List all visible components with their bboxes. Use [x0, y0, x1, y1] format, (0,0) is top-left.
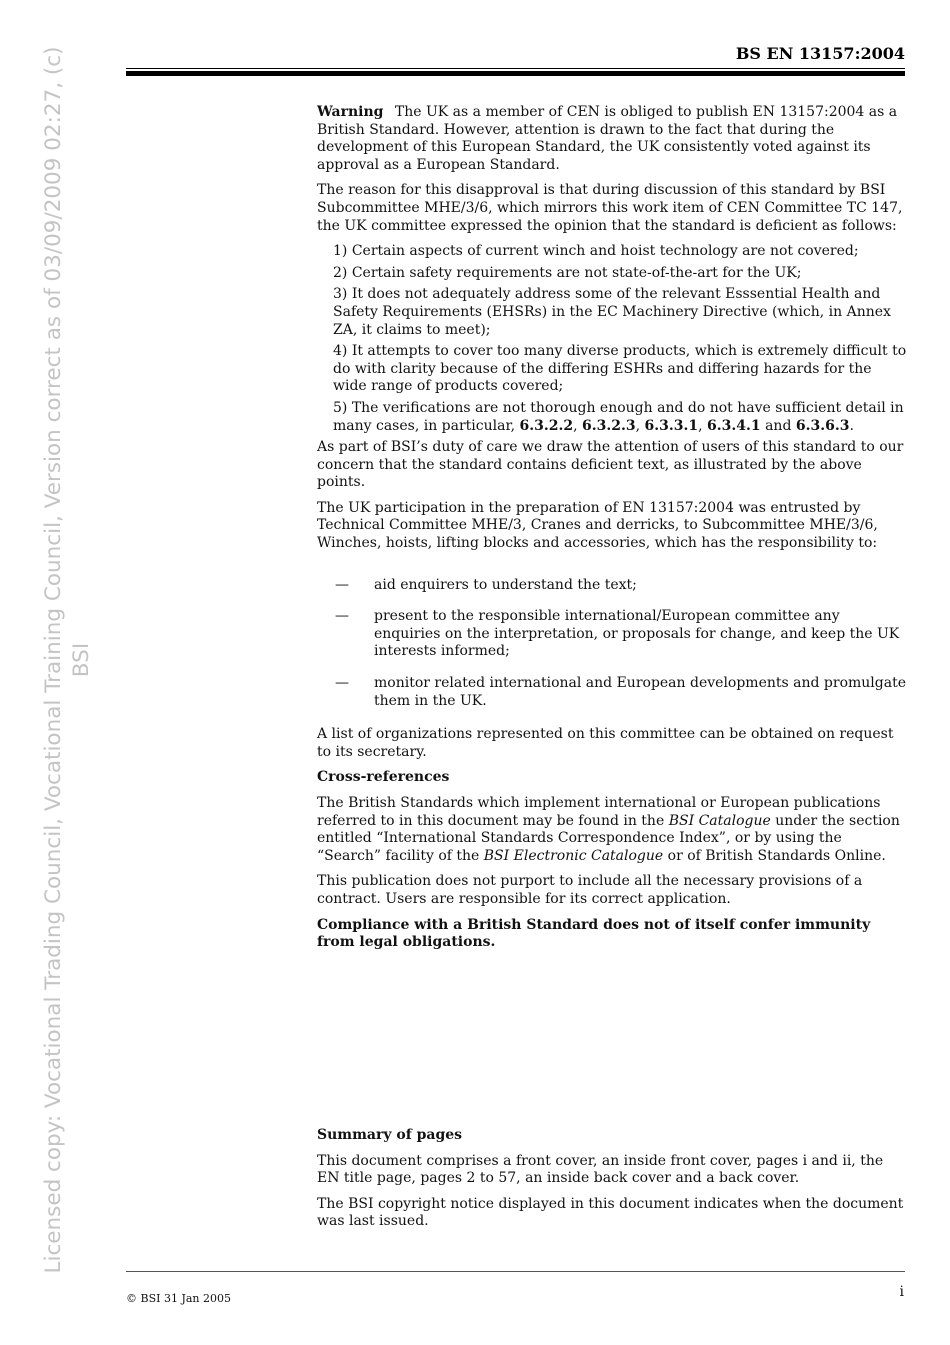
- dash-bullet: —: [335, 675, 349, 692]
- cross-ref-text-1: The British Standards which implement international or European publications referred to in this document may be found in the: [317, 795, 881, 829]
- summary-heading: Summary of pages: [317, 1127, 463, 1143]
- dash-bullet: —: [335, 576, 349, 593]
- license-watermark: [40, 0, 96, 1325]
- responsibility-item: [317, 675, 907, 710]
- watermark-line-1: Licensed copy: Vocational Trading Council, Vocational Training Council, Version correct as of 03/09/2009 02:27, (c): [41, 46, 66, 1274]
- deficiency-list: [333, 243, 907, 435]
- clause-end: .: [849, 417, 854, 434]
- cross-ref-text-3: or of British Standards Online.: [667, 847, 886, 864]
- clause-ref: 6.3.6.3: [795, 417, 850, 434]
- deficiency-item-5: [333, 400, 907, 435]
- bsi-catalogue-title: BSI Catalogue: [668, 812, 771, 829]
- clause-ref: 6.3.4.1: [707, 417, 761, 434]
- deficiency-item-1: 1) Certain aspects of current winch and hoist technology are not covered;: [333, 243, 859, 260]
- deficiency-item-3: 3) It does not adequately address some of the relevant Esssential Health and Safety Requirements (EHSRs) in the EC Machinery Directive (which, in Annex ZA, it claims to meet);: [333, 286, 891, 338]
- bsi-electronic-catalogue-title: BSI Electronic Catalogue: [483, 847, 664, 864]
- cross-references-heading: Cross-references: [317, 769, 450, 786]
- organizations-paragraph: A list of organizations represented on this committee can be obtained on request to its secretary.: [317, 726, 894, 760]
- responsibility-item: [317, 608, 907, 661]
- deficiency-item-5-text: 5) The verifications are not thorough enough and do not have sufficient detail in many cases, in particular,: [333, 399, 904, 434]
- responsibility-text: present to the responsible international/European committee any enquiries on the interpretation, or proposals for change, and keep the UK interests informed;: [374, 608, 900, 660]
- copyright-notice-paragraph: The BSI copyright notice displayed in this document indicates when the document was last issued.: [317, 1195, 904, 1230]
- responsibility-item: [317, 577, 907, 595]
- dash-bullet: —: [335, 608, 349, 625]
- main-content: [317, 104, 907, 960]
- clause-conjunction: and: [765, 417, 792, 434]
- participation-paragraph: The UK participation in the preparation of EN 13157:2004 was entrusted by Technical Committee MHE/3, Cranes and derricks, to Subcommittee MHE/3/6, Winches, hoists, lifting blocks and accessories, which has the responsibility to:: [317, 499, 878, 552]
- cross-references-paragraph: [317, 795, 907, 865]
- contract-paragraph: This publication does not purport to include all the necessary provisions of a contract. Users are responsible for its correct application.: [317, 873, 863, 907]
- responsibility-list: [317, 577, 907, 711]
- standard-code-header: BS EN 13157:2004: [735, 44, 905, 63]
- footer-rule: [126, 1271, 905, 1272]
- footer-copyright: © BSI 31 Jan 2005: [126, 1292, 231, 1305]
- page-number: i: [899, 1284, 904, 1300]
- responsibility-text: aid enquirers to understand the text;: [374, 576, 637, 593]
- reason-paragraph: The reason for this disapproval is that during discussion of this standard by BSI Subcommittee MHE/3/6, which mirrors this work item of CEN Committee TC 147, the UK committee expressed the opinion that the standard is deficient as follows:: [317, 182, 903, 234]
- summary-text: This document comprises a front cover, an inside front cover, pages i and ii, the EN title page, pages 2 to 57, an inside back cover and a back cover.: [317, 1152, 884, 1187]
- compliance-statement: Compliance with a British Standard does not of itself confer immunity from legal obligations.: [317, 916, 871, 951]
- responsibility-text: monitor related international and European developments and promulgate them in the UK.: [374, 675, 906, 709]
- warning-text: The UK as a member of CEN is obliged to publish EN 13157:2004 as a British Standard. However, attention is drawn to the fact that during the development of this European Standard, the UK consistently voted against its approval as a European Standard.: [317, 104, 898, 173]
- duty-of-care-paragraph: As part of BSI’s duty of care we draw the attention of users of this standard to our concern that the standard contains deficient text, as illustrated by the above points.: [317, 439, 904, 491]
- warning-label: Warning: [317, 104, 384, 120]
- header-rule-thick: [126, 71, 905, 76]
- warning-paragraph: [317, 104, 907, 174]
- clause-ref: 6.3.3.1: [644, 417, 699, 434]
- summary-of-pages: [317, 1127, 907, 1239]
- clause-separator: ,: [573, 417, 578, 434]
- clause-separator: ,: [698, 417, 703, 434]
- clause-ref: 6.3.2.2: [519, 417, 574, 434]
- cross-ref-text-2: under the section entitled “International Standards Correspondence Index”, or by using the “Search” facility of the: [317, 812, 900, 864]
- deficiency-item-4: 4) It attempts to cover too many diverse products, which is extremely difficult to do with clarity because of the differing ESHRs and differing hazards for the wide range of products covered;: [333, 343, 907, 395]
- header-rule-thin: [126, 68, 905, 69]
- clause-ref: 6.3.2.3: [582, 417, 636, 434]
- watermark-line-2: BSI: [69, 642, 94, 678]
- clause-separator: ,: [635, 417, 641, 434]
- deficiency-item-2: 2) Certain safety requirements are not state-of-the-art for the UK;: [333, 264, 802, 281]
